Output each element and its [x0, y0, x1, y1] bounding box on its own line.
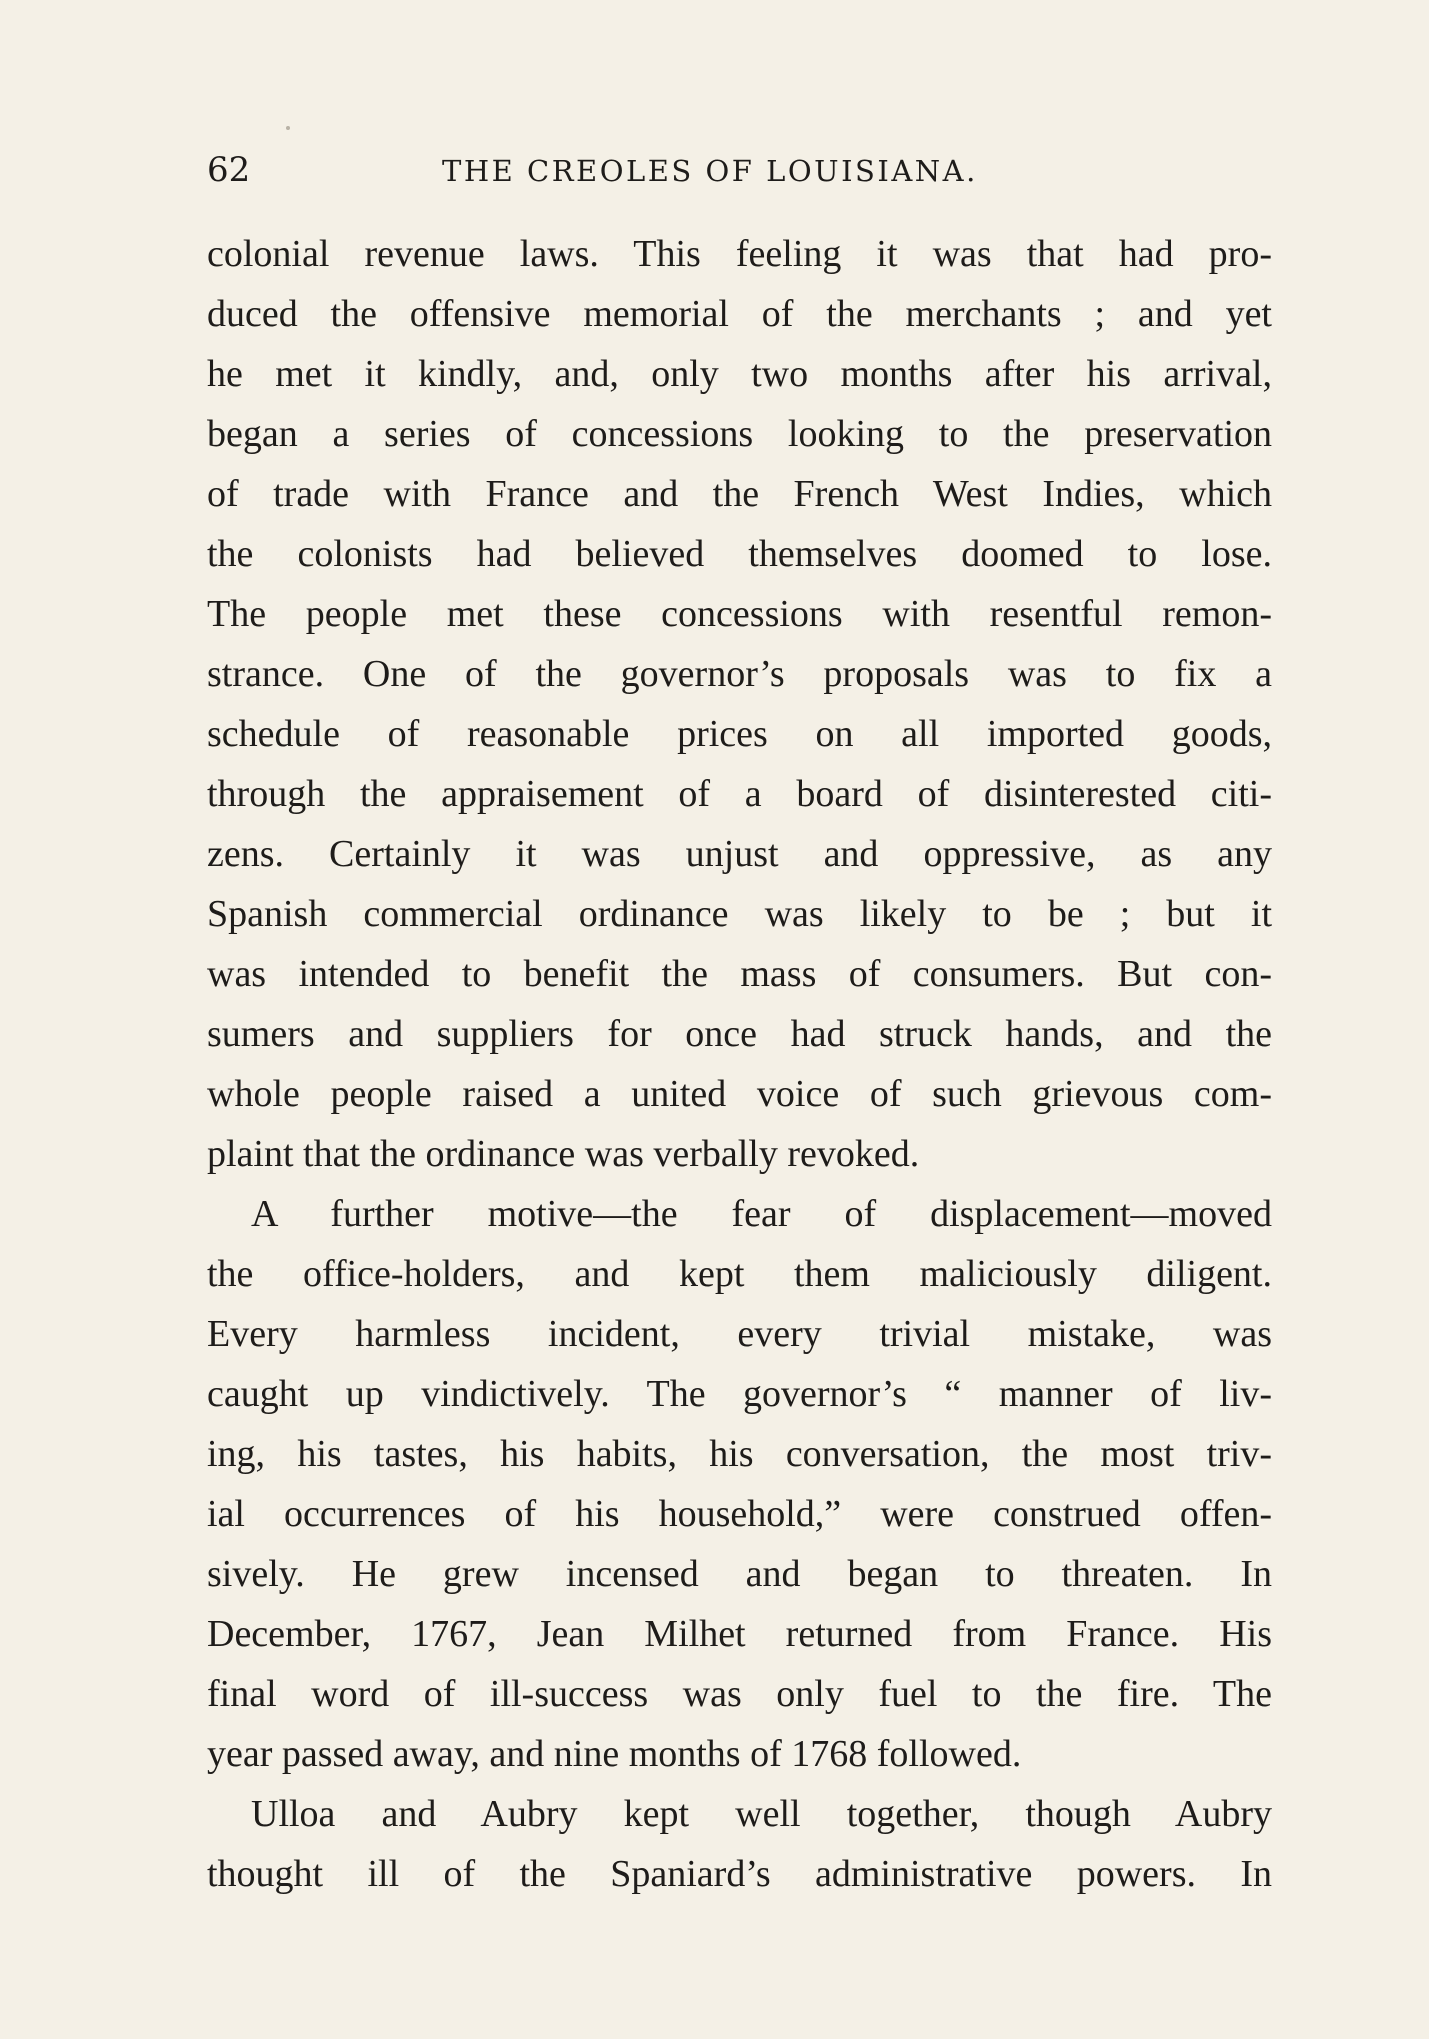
- text-line: whole people raised a united voice of such grievous com-: [207, 1073, 1272, 1115]
- text-line: thought ill of the Spaniard’s administrative powers. In: [207, 1853, 1272, 1895]
- text-line: began a series of concessions looking to the preservation: [207, 413, 1272, 455]
- text-line: of trade with France and the French West Indies, which: [207, 473, 1272, 515]
- paragraph-end-line: plaint that the ordinance was verbally revoked.: [207, 1133, 920, 1175]
- text-line: colonial revenue laws. This feeling it was that had pro-: [207, 233, 1272, 275]
- text-line: The people met these concessions with resentful remon-: [207, 593, 1272, 635]
- text-line: caught up vindictively. The governor’s “ manner of liv-: [207, 1373, 1272, 1415]
- text-line: the colonists had believed themselves doomed to lose.: [207, 533, 1272, 575]
- text-line: Spanish commercial ordinance was likely to be ; but it: [207, 893, 1272, 935]
- paper-speck: [286, 126, 290, 130]
- text-line: schedule of reasonable prices on all imported goods,: [207, 713, 1272, 755]
- text-line: zens. Certainly it was unjust and oppressive, as any: [207, 833, 1272, 875]
- paragraph-end-line: year passed away, and nine months of 1768 followed.: [207, 1733, 1022, 1775]
- text-line: through the appraisement of a board of disinterested citi-: [207, 773, 1272, 815]
- text-line: Every harmless incident, every trivial mistake, was: [207, 1313, 1272, 1355]
- text-line: was intended to benefit the mass of consumers. But con-: [207, 953, 1272, 995]
- text-line: ial occurrences of his household,” were construed offen-: [207, 1493, 1272, 1535]
- body-text: [207, 224, 1272, 1904]
- text-line: strance. One of the governor’s proposals was to fix a: [207, 653, 1272, 695]
- paragraph-start-line: Ulloa and Aubry kept well together, though Aubry: [251, 1793, 1272, 1835]
- running-title: THE CREOLES OF LOUISIANA.: [442, 154, 978, 188]
- text-line: he met it kindly, and, only two months after his arrival,: [207, 353, 1272, 395]
- text-line: duced the offensive memorial of the merchants ; and yet: [207, 293, 1272, 335]
- text-line: the office-holders, and kept them maliciously diligent.: [207, 1253, 1272, 1295]
- text-line: sumers and suppliers for once had struck hands, and the: [207, 1013, 1272, 1055]
- paragraph-start-line: A further motive—the fear of displacement—moved: [251, 1193, 1272, 1235]
- running-head: [207, 148, 1272, 198]
- text-line: ing, his tastes, his habits, his conversation, the most triv-: [207, 1433, 1272, 1475]
- text-line: December, 1767, Jean Milhet returned from France. His: [207, 1613, 1272, 1655]
- page-number: 62: [207, 150, 251, 190]
- text-line: sively. He grew incensed and began to threaten. In: [207, 1553, 1272, 1595]
- text-line: final word of ill-success was only fuel to the fire. The: [207, 1673, 1272, 1715]
